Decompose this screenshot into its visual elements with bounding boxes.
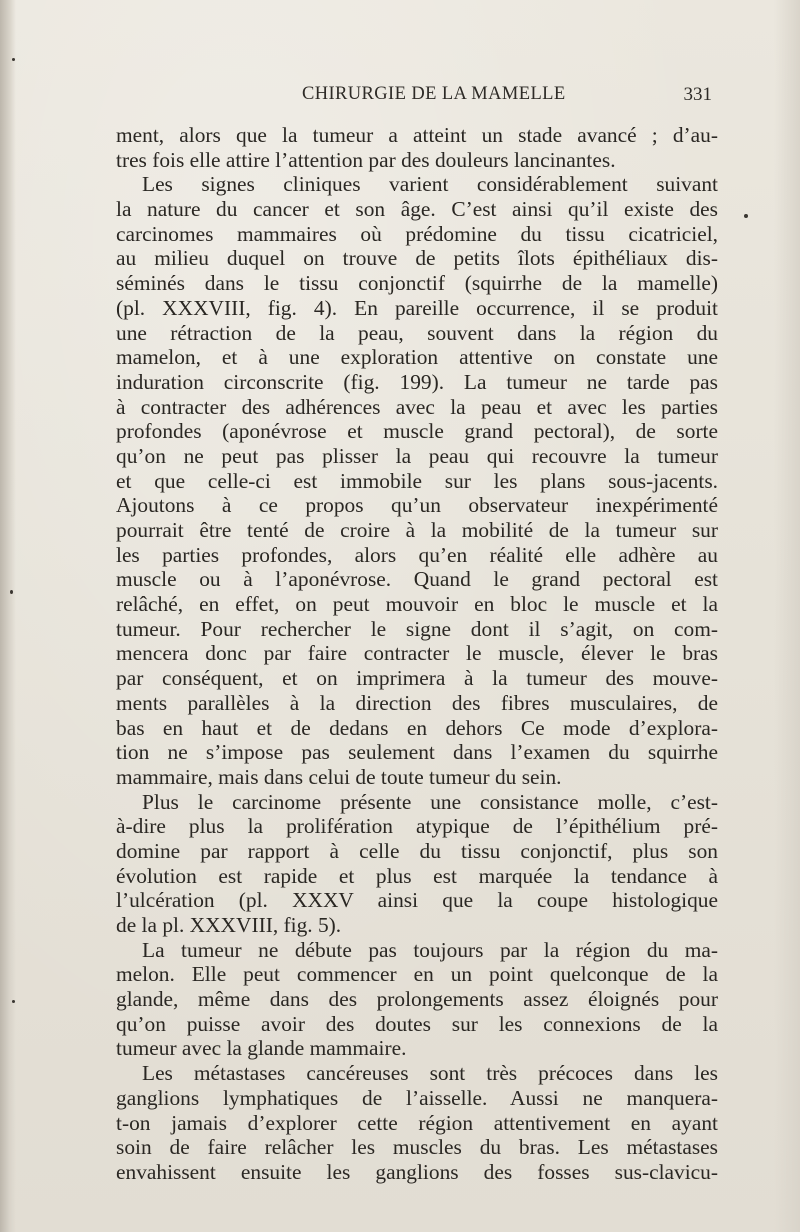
text-line: (pl. XXXVIII, fig. 4). En pareille occurrence, il se produit: [116, 295, 718, 320]
text-line: pourrait être tenté de croire à la mobilité de la tumeur sur: [116, 518, 718, 542]
text-line: ments parallèles à la direction des fibres musculaires, de: [116, 690, 718, 715]
text-line: une rétraction de la peau, souvent dans la région du: [116, 320, 718, 345]
text-line: tumeur avec la glande mammaire.: [116, 1036, 407, 1061]
ink-speck: [10, 590, 13, 594]
text-line: tres fois elle attire l’attention par des douleurs lancinantes.: [116, 147, 616, 172]
text-line: tumeur. Pour rechercher le signe dont il s’agit, on com-: [116, 616, 718, 641]
text-line: à contracter des adhérences avec la peau et avec les parties: [116, 394, 718, 419]
text-line: par conséquent, et on imprimera à la tumeur des mouve-: [116, 666, 718, 691]
text-line: envahissent ensuite les ganglions des fosses sus-clavicu-: [116, 1159, 718, 1184]
ink-speck: [12, 1000, 15, 1003]
running-header: [116, 84, 712, 108]
ink-speck: [12, 58, 15, 61]
text-line: Ajoutons à ce propos qu’un observateur inexpérimenté: [116, 493, 718, 518]
text-line: les parties profondes, alors qu’en réalité elle adhère au: [116, 542, 718, 567]
text-line: glande, même dans des prolongements assez éloignés pour: [116, 987, 718, 1012]
body-text: [116, 123, 718, 1185]
text-line: carcinomes mammaires où prédomine du tissu cicatriciel,: [116, 221, 718, 246]
text-line: induration circonscrite (fig. 199). La tumeur ne tarde pas: [116, 369, 718, 394]
text-line: Plus le carcinome présente une consistance molle, c’est-: [142, 789, 718, 814]
text-line: séminés dans le tissu conjonctif (squirrhe de la mamelle): [116, 271, 718, 296]
text-line: relâché, en effet, on peut mouvoir en bloc le muscle et la: [116, 592, 718, 617]
text-line: la nature du cancer et son âge. C’est ainsi qu’il existe des: [116, 197, 718, 222]
text-line: melon. Elle peut commencer en un point quelconque de la: [116, 962, 718, 987]
text-line: profondes (aponévrose et muscle grand pectoral), de sorte: [116, 419, 718, 444]
text-line: mammaire, mais dans celui de toute tumeur du sein.: [116, 764, 562, 789]
text-line: ganglions lymphatiques de l’aisselle. Aussi ne manquera-: [116, 1085, 718, 1110]
page-outer-edge: [774, 0, 800, 1232]
text-line: et que celle-ci est immobile sur les plans sous-jacents.: [116, 468, 718, 493]
page-number: 331: [683, 84, 712, 105]
page-binding-edge: [0, 0, 16, 1232]
text-line: à-dire plus la prolifération atypique de l’épithélium pré-: [116, 814, 718, 839]
text-line: t-on jamais d’explorer cette région attentivement en ayant: [116, 1110, 718, 1135]
text-line: l’ulcération (pl. XXXV ainsi que la coupe histologique: [116, 888, 718, 913]
text-line: mencera donc par faire contracter le muscle, élever le bras: [116, 641, 718, 666]
text-line: qu’on puisse avoir des doutes sur les connexions de la: [116, 1011, 718, 1036]
text-line: muscle ou à l’aponévrose. Quand le grand pectoral est: [116, 567, 718, 592]
text-line: évolution est rapide et plus est marquée la tendance à: [116, 863, 718, 888]
text-line: tion ne s’impose pas seulement dans l’examen du squirrhe: [116, 740, 718, 765]
text-line: de la pl. XXXVIII, fig. 5).: [116, 913, 342, 937]
ink-speck: [744, 214, 748, 218]
text-line: Les métastases cancéreuses sont très précoces dans les: [142, 1061, 718, 1086]
text-line: ment, alors que la tumeur a atteint un stade avancé ; d’au-: [116, 123, 718, 147]
text-line: soin de faire relâcher les muscles du bras. Les métastases: [116, 1135, 718, 1160]
text-line: qu’on ne peut pas plisser la peau qui recouvre la tumeur: [116, 443, 718, 468]
text-line: bas en haut et de dedans en dehors Ce mode d’explora-: [116, 715, 718, 740]
text-line: au milieu duquel on trouve de petits îlots épithéliaux dis-: [116, 246, 718, 271]
text-line: domine par rapport à celle du tissu conjonctif, plus son: [116, 838, 718, 863]
text-line: La tumeur ne débute pas toujours par la région du ma-: [142, 937, 718, 962]
text-line: Les signes cliniques varient considérablement suivant: [142, 172, 718, 197]
text-line: mamelon, et à une exploration attentive on constate une: [116, 345, 718, 370]
running-title: CHIRURGIE DE LA MAMELLE: [302, 84, 566, 104]
